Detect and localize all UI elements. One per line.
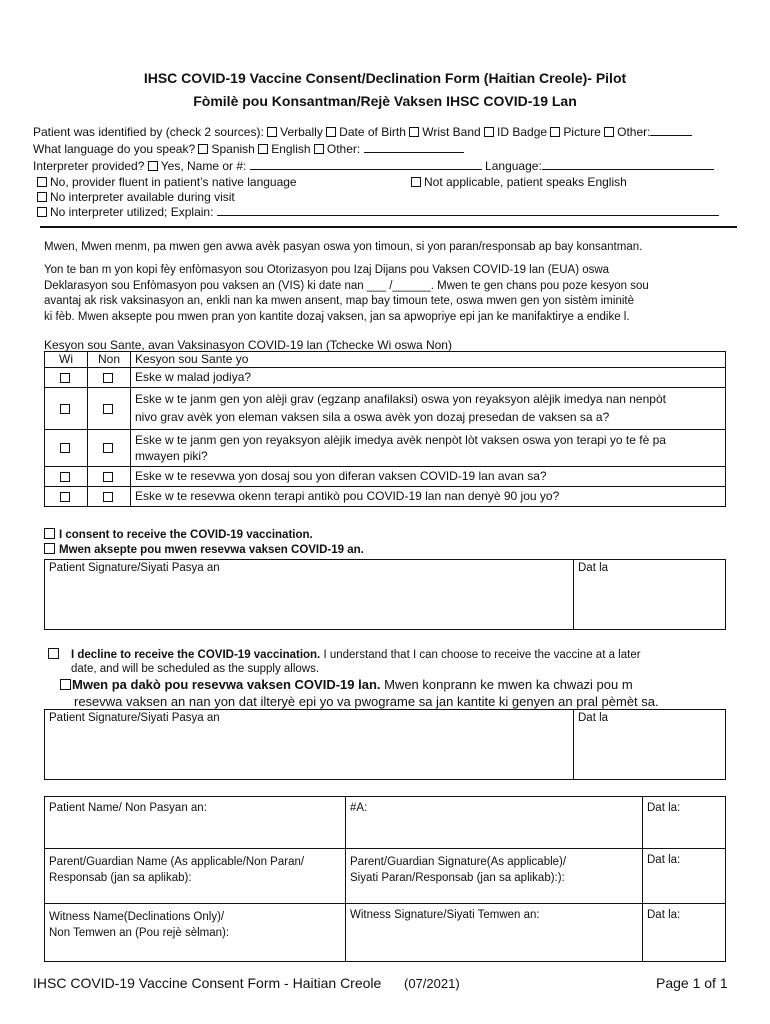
intro-line: ki fèb. Mwen aksepte pou mwen pran yon kantite dozaj vaksen, jan sa apwopriye epi jan ke manifaktirye a endike l. bbox=[44, 310, 630, 323]
decline-option-en bbox=[48, 648, 641, 661]
no-checkbox[interactable] bbox=[103, 492, 113, 502]
signature-label: Patient Signature/Siyati Pasya an bbox=[49, 712, 220, 724]
question-cell bbox=[131, 467, 726, 487]
spanish-label: Spanish bbox=[211, 142, 255, 156]
not-available-checkbox[interactable] bbox=[37, 192, 47, 202]
witness-date-field[interactable] bbox=[643, 904, 726, 962]
not-utilized-checkbox[interactable] bbox=[37, 207, 47, 217]
witness-signature-label: Witness Signature/Siyati Temwen an: bbox=[350, 909, 540, 921]
dob-label: Date of Birth bbox=[339, 125, 406, 139]
table-row bbox=[45, 368, 726, 388]
date-label: Dat la bbox=[578, 712, 609, 724]
intro-paragraph-2 bbox=[44, 263, 649, 325]
decline-signature-field[interactable] bbox=[45, 710, 574, 780]
interpreter-yes-label: Yes, Name or #: bbox=[160, 159, 247, 173]
intro-paragraph-1: Mwen, Mwen menm, pa mwen gen avwa avèk pasyan oswa yon timoun, si yon paran/responsab ap bay konsantman. bbox=[44, 241, 643, 253]
decline-ht-line2: resevwa vaksen an nan yon dat ilteryè epi yo va pwograme sa jan kantite ki genyen an pral pèmèt sa. bbox=[74, 694, 659, 709]
interpreter-prefix: Interpreter provided? bbox=[33, 159, 145, 173]
wristband-checkbox[interactable] bbox=[409, 127, 419, 137]
not-utilized-label: No interpreter utilized; Explain: bbox=[50, 205, 214, 219]
spanish-checkbox[interactable] bbox=[198, 144, 208, 154]
table-row bbox=[45, 467, 726, 487]
consent-checkbox[interactable] bbox=[44, 528, 55, 539]
english-label: English bbox=[271, 142, 311, 156]
decline-option-ht bbox=[60, 677, 633, 692]
no-checkbox[interactable] bbox=[103, 404, 113, 414]
intro-line: avantaj ak risk vaksinasyon an, enkli nan ka mwen ansent, map bay timoun tete, oswa mwen gen yon sistèm iminitè bbox=[44, 295, 634, 307]
consent-text: I consent to receive the COVID-19 vaccination. bbox=[59, 529, 313, 541]
intro-line: Deklarasyon sou Enfòmasyon pou vaksen an (VIS) ki date nan ___ /______. Mwen te gen chans pou poze kesyon sou bbox=[44, 279, 649, 292]
date-label: Dat la: bbox=[647, 802, 681, 814]
wristband-label: Wrist Band bbox=[422, 125, 481, 139]
col-no-header: Non bbox=[88, 352, 131, 368]
guardian-date-field[interactable] bbox=[643, 849, 726, 904]
no-cell bbox=[88, 430, 131, 467]
a-number-label: #A: bbox=[350, 802, 368, 814]
table-row bbox=[45, 430, 726, 467]
id-badge-label: ID Badge bbox=[497, 125, 548, 139]
decline-text-line2: date, and will be scheduled as the supply allows. bbox=[71, 663, 320, 675]
decline-ht-checkbox[interactable] bbox=[60, 679, 71, 690]
decline-text: I understand that I can choose to receive the vaccine at a later bbox=[320, 649, 641, 661]
decline-date-field[interactable] bbox=[574, 710, 726, 780]
id-badge-checkbox[interactable] bbox=[484, 127, 494, 137]
question-text: Eske w te resevwa yon dosaj sou yon diferan vaksen COVID-19 lan avan sa? bbox=[135, 469, 547, 483]
yes-checkbox[interactable] bbox=[60, 443, 70, 453]
interpreter-not-utilized bbox=[37, 205, 733, 219]
yes-cell bbox=[45, 487, 88, 507]
decline-text-bold: I decline to receive the COVID-19 vaccination. bbox=[71, 649, 321, 661]
guardian-signature-label: Parent/Guardian Signature(As applicable)/ bbox=[350, 856, 567, 868]
witness-name-field[interactable] bbox=[45, 904, 346, 962]
not-applicable-checkbox[interactable] bbox=[411, 177, 421, 187]
form-title: IHSC COVID-19 Vaccine Consent/Declination Form (Haitian Creole)- Pilot bbox=[143, 70, 627, 86]
interpreter-name-field[interactable] bbox=[250, 169, 482, 170]
other-id-checkbox[interactable] bbox=[604, 127, 614, 137]
form-title-creole: Fòmilè pou Konsantman/Rejè Vaksen IHSC COVID-19 Lan bbox=[193, 93, 577, 109]
question-cell bbox=[131, 430, 726, 467]
yes-checkbox[interactable] bbox=[60, 472, 70, 482]
date-label: Dat la: bbox=[647, 909, 681, 921]
interpreter-no-fluent bbox=[37, 175, 297, 189]
a-number-field[interactable] bbox=[346, 797, 643, 849]
interpreter-yes-checkbox[interactable] bbox=[148, 161, 158, 171]
interpreter-language-label: Language: bbox=[485, 159, 542, 173]
names-table bbox=[44, 796, 726, 962]
no-checkbox[interactable] bbox=[103, 373, 113, 383]
table-header-row bbox=[45, 352, 726, 368]
no-fluent-checkbox[interactable] bbox=[37, 177, 47, 187]
question-text: nivo grav avèk yon eleman vaksen sila a oswa avèk yon dozaj presedan de vaksen sa a? bbox=[135, 410, 610, 424]
yes-cell bbox=[45, 368, 88, 388]
page-number: Page 1 of 1 bbox=[656, 975, 728, 991]
no-checkbox[interactable] bbox=[103, 443, 113, 453]
other-id-field[interactable] bbox=[650, 135, 692, 136]
picture-checkbox[interactable] bbox=[550, 127, 560, 137]
question-text: Eske w te janm gen yon reyaksyon alèjik imedya avèk nenpòt lòt vaksen oswa yon terapi yo te fè pa bbox=[135, 433, 666, 447]
consent-date-field[interactable] bbox=[574, 560, 726, 630]
interpreter-not-applicable bbox=[411, 175, 627, 189]
table-row bbox=[45, 487, 726, 507]
other-language-label: Other: bbox=[326, 142, 361, 156]
health-questions-caption: Kesyon sou Sante, avan Vaksinasyon COVID-19 lan (Tchecke Wi oswa Non) bbox=[44, 338, 452, 352]
witness-name-label: Non Temwen an (Pou rejè sèlman): bbox=[49, 927, 230, 939]
yes-checkbox[interactable] bbox=[60, 373, 70, 383]
question-text: Eske w te resevwa okenn terapi antikò pou COVID-19 lan nan denyè 90 jou yo? bbox=[135, 489, 560, 503]
guardian-name-label: Responsab (jan sa aplikab): bbox=[49, 872, 192, 884]
section-divider bbox=[40, 226, 737, 228]
consent-option-ht bbox=[44, 543, 364, 556]
question-text: Eske w te janm gen yon alèji grav (egzanp anafilaksi) oswa yon reyaksyon alèjik imedya nan nenpòt bbox=[135, 392, 666, 406]
other-id-label: Other: bbox=[617, 125, 651, 139]
identification-line bbox=[33, 125, 692, 139]
verbally-label: Verbally bbox=[280, 125, 323, 139]
question-cell bbox=[131, 487, 726, 507]
decline-ht-text: Mwen konprann ke mwen ka chwazi pou m bbox=[380, 677, 633, 692]
question-cell bbox=[131, 368, 726, 388]
yes-cell bbox=[45, 388, 88, 430]
explain-field[interactable] bbox=[217, 215, 719, 216]
col-yes-header: Wi bbox=[45, 352, 88, 368]
consent-ht-text: Mwen aksepte pou mwen resevwa vaksen COVID-19 an. bbox=[59, 544, 364, 556]
consent-ht-checkbox[interactable] bbox=[44, 543, 55, 554]
patient-name-field[interactable] bbox=[45, 797, 346, 849]
guardian-signature-label: Siyati Paran/Responsab (jan sa aplikab):): bbox=[350, 872, 565, 884]
table-row bbox=[45, 388, 726, 430]
language-line bbox=[33, 142, 464, 156]
no-cell bbox=[88, 467, 131, 487]
consent-signature-table bbox=[44, 559, 726, 630]
signature-label: Patient Signature/Siyati Pasya an bbox=[49, 562, 220, 574]
footer-date: (07/2021) bbox=[404, 976, 460, 991]
no-checkbox[interactable] bbox=[103, 472, 113, 482]
yes-cell bbox=[45, 430, 88, 467]
verbally-checkbox[interactable] bbox=[267, 127, 277, 137]
patient-date-field[interactable] bbox=[643, 797, 726, 849]
guardian-name-label: Parent/Guardian Name (As applicable/Non Paran/ bbox=[49, 856, 305, 868]
interpreter-language-field[interactable] bbox=[542, 169, 714, 170]
witness-name-label: Witness Name(Declinations Only)/ bbox=[49, 911, 225, 923]
no-cell bbox=[88, 487, 131, 507]
consent-signature-field[interactable] bbox=[45, 560, 574, 630]
witness-signature-field[interactable] bbox=[346, 904, 643, 962]
identification-prefix: Patient was identified by (check 2 sources): bbox=[33, 125, 264, 139]
english-checkbox[interactable] bbox=[258, 144, 268, 154]
footer-title: IHSC COVID-19 Vaccine Consent Form - Haitian Creole bbox=[33, 975, 382, 991]
not-available-label: No interpreter available during visit bbox=[50, 190, 235, 204]
decline-ht-bold: Mwen pa dakò pou resevwa vaksen COVID-19 lan. bbox=[72, 677, 381, 692]
consent-option-en bbox=[44, 528, 313, 541]
question-text: Eske w malad jodiya? bbox=[135, 370, 252, 384]
date-label: Dat la bbox=[578, 562, 609, 574]
not-applicable-label: Not applicable, patient speaks English bbox=[424, 175, 627, 189]
other-language-checkbox[interactable] bbox=[314, 144, 324, 154]
picture-label: Picture bbox=[563, 125, 601, 139]
question-text: mwayen piki? bbox=[135, 449, 208, 463]
decline-checkbox[interactable] bbox=[48, 648, 59, 659]
no-cell bbox=[88, 388, 131, 430]
no-fluent-label: No, provider fluent in patient’s native language bbox=[50, 175, 297, 189]
yes-cell bbox=[45, 467, 88, 487]
yes-checkbox[interactable] bbox=[60, 404, 70, 414]
interpreter-line bbox=[33, 159, 714, 173]
intro-line: Yon te ban m yon kopi fèy enfòmasyon sou Otorizasyon pou Izaj Dijans pou Vaksen COVID-19 lan (EUA) oswa bbox=[44, 264, 610, 276]
guardian-name-field[interactable] bbox=[45, 849, 346, 904]
col-question-header: Kesyon sou Sante yo bbox=[131, 352, 726, 368]
patient-name-label: Patient Name/ Non Pasyan an: bbox=[49, 802, 207, 814]
no-cell bbox=[88, 368, 131, 388]
question-cell bbox=[131, 388, 726, 430]
interpreter-not-available bbox=[37, 190, 235, 204]
decline-signature-table bbox=[44, 709, 726, 780]
guardian-signature-field[interactable] bbox=[346, 849, 643, 904]
other-language-field[interactable] bbox=[364, 152, 464, 153]
dob-checkbox[interactable] bbox=[326, 127, 336, 137]
language-prefix: What language do you speak? bbox=[33, 142, 196, 156]
date-label: Dat la: bbox=[647, 854, 681, 866]
yes-checkbox[interactable] bbox=[60, 492, 70, 502]
health-questions-table bbox=[44, 351, 726, 507]
